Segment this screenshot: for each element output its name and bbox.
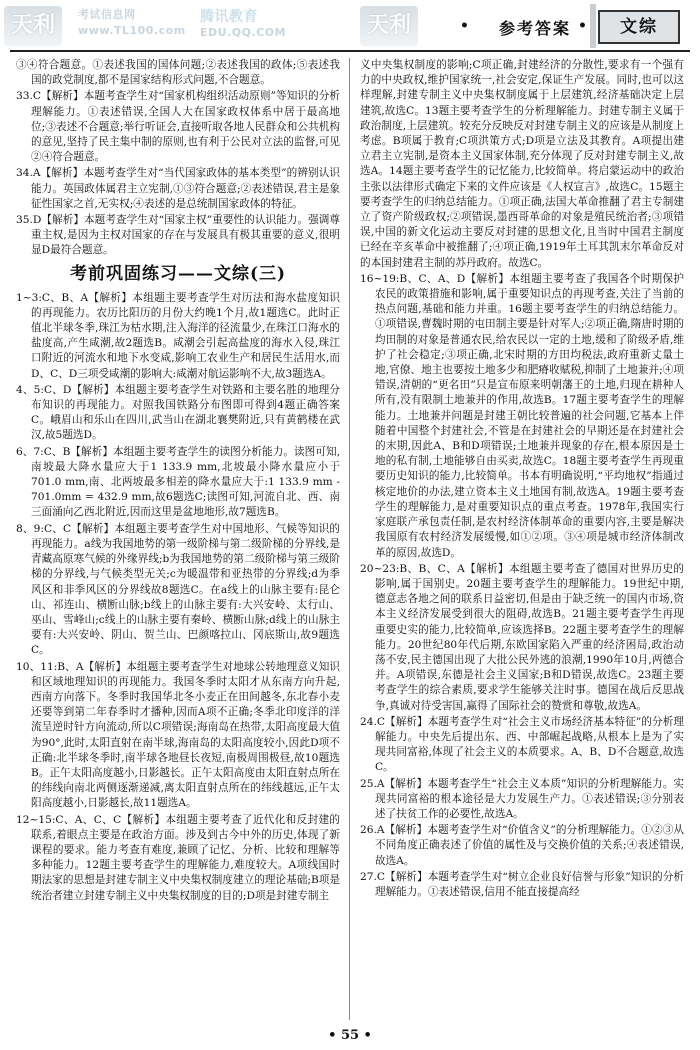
dot-icon: • (460, 18, 469, 34)
page-header (0, 0, 700, 52)
answer-paragraph: ③④符合题意。①表述我国的国体问题;②表述我国的政体;⑤表述我国的政党制度,都不是国家结构形式问题,不合题意。 (16, 59, 340, 87)
answer-paragraph: 35.D【解析】本题考查学生对“国家主权”重要性的认识能力。强调尊重主权,是因为主权对国家的存在与发展具有极其重要的意义,很明显D最符合题意。 (16, 214, 340, 257)
watermark-banner (0, 0, 470, 52)
answer-paragraph: 34.A【解析】本题考查学生对“当代国家政体的基本类型”的辨别认识能力。英国政体属君主立宪制,①③符合题意;②表述错误,君主是象征性国家之首,无实权;④表述的是总统制国家政体的特征。 (16, 167, 340, 210)
answer-paragraph: 4、5:C、D【解析】本组题主要考查学生对铁路和主要名胜的地理分布知识的再现能力。对照我国铁路分布图即可得到4题正确答案C。峨眉山和乐山在四川,武当山在湖北襄樊附近,只有黄鹤楼在武汉,故5题选D。 (16, 383, 340, 442)
answer-paragraph: 6、7:C、B【解析】本组题主要考查学生的读图分析能力。读图可知,南坡最大降水量应大于1 133.9 mm,北坡最小降水量应小于701.0 mm,南、北两坡最多相差的降水量应大于:1 133.9 mm - 701.0mm = 432.9 mm,故6题选C;读图可知,河流自北、西、南三面涌向乙西北附近,因而这里是盆地地形,故7题选B。 (16, 445, 340, 519)
logo-icon-repeat: 天利 (360, 6, 418, 46)
answer-paragraph: 26.A【解析】本题考查学生对“价值含义”的分析理解能力。①②③从不同角度正确表述了价值的属性及与交换价值的关系;④表述错误,故选A。 (360, 824, 684, 867)
answer-paragraph: 义中央集权制度的影响;C项正确,封建经济的分散性,要求有一个强有力的中央政权,维护国家统一,社会安定,保证生产发展。同时,也可以这样理解,封建专制主义中央集权制度属于上层建筑,经济基础决定上层建筑,故选C。13题主要考查学生的分析理解能力。封建专制主义属于政治制度,上层建筑。较充分反映反对封建专制主义的应该是从制度上考虑。B项属于教育;C项洪策方式;D项是立法及其教育。A项提出建立君主立宪制,是资本主义国家体制,充分体现了反对封建专制主义,故选A。14题主要考查学生的记忆能力,比较简单。将启蒙运动中的政治主张以法律形式确定下来的文件应该是《人权宣言》,故选C。15题主要考查学生的归纳总结能力。①项正确,法国大革命推翻了君主专制建立了资产阶级政权;②项错误,墨西哥革命的对象是殖民统治者;③项错误,中国的新文化运动主要反对封建的思想文化,且当时中国君主制度已经在辛亥革命中被推翻了;④项正确,1919年土耳其凯末尔革命反对的本国封建君主制的苏丹政府。故选C。 (360, 59, 684, 269)
watermark-url: www.TL100.com (78, 24, 186, 37)
right-column (360, 58, 684, 901)
dot-icon: • (578, 18, 587, 34)
partner-url: EDU.QQ.COM (200, 26, 287, 39)
subject-badge: 文综 (598, 10, 680, 44)
answer-paragraph: 1~3:C、B、A【解析】本组题主要考查学生对历法和海水盐度知识的再现能力。农历比阳历的月份大约晚1个月,故1题选C。此时正值北半球冬季,珠江为枯水期,注入海洋的径流量少,在珠江口海水的盐度高,产生咸潮,故2题选B。咸潮会引起高盐度的海水入侵,珠江口附近的河流水和地下水变咸,影响工农业生产和居民生活用水,而D、C、D三项受咸潮的影响大:咸潮对航运影响不大,故3题选A。 (16, 291, 340, 380)
watermark-text: 考试信息网 (78, 8, 136, 21)
answer-paragraph: 10、11:B、A【解析】本组题主要考查学生对地球公转地理意义知识和区域地理知识的再现能力。我国冬季时太阳才从东南方向升起,西南方向落下。冬季时我国华北冬小麦正在田间越冬,东北春小麦还要等到第二年春季时才播种,因而A项不正确;冬季北印度洋的洋流呈逆时针方向流动,所以C项错误;海南岛在热带,太阳高度最大值为90°,此时,太阳直射在南半球,海南岛的太阳高度较小,因此D项不正确:北半球冬季时,南半球各地昼长夜短,南极周围极昼,故10题选B。正午太阳高度越小,日影越长。正午太阳高度由太阳直射点所在的纬线向南北两侧逐渐递减,离太阳直射点所在的纬线越远,正午太阳高度越小,日影越长,故11题选A。 (16, 660, 340, 810)
logo-icon: 天利 (4, 6, 62, 46)
subject-tab-shadow (590, 4, 596, 48)
column-divider (349, 58, 350, 1020)
answer-paragraph: 16~19:B、C、A、D【解析】本组题主要考查了我国各个时期保护农民的政策措施和影响,属于重要知识点的再现考查,关注了当前的热点问题,基础和能力并重。16题主要考查学生的归纳总结能力。①项错误,曹魏时期的屯田制主要是针对军人;②项正确,隋唐时期的均田制的对象是普通农民,给农民以一定的土地,缓和了阶级矛盾,维护了社会稳定;③项正确,北宋时期的方田均税法,政府重新丈量土地,官僚、地主也要按土地多少和肥瘠收赋税,抑制了土地兼并;④项错误,清朝的“更名田”只是宣布原来明朝藩王的土地,归现在耕种人所有,没有限制土地兼并的作用,故选B。17题主要考查学生的理解能力。土地兼并问题是封建王朝比较普遍的社会问题,它基本上伴随着中国整个封建社会,不管是在封建社会的早期还是在封建社会的末期,因此A、B和D项错误;土地兼并现象的存在,根本原因是土地的私有制,土地能够自由买卖,故选C。18题主要考查学生再现重要历史知识的能力,比较简单。书本有明确说明,“平均地权”指通过核定地价的办法,建立资本主义土地国有制,故选A。19题主要考查学生的理解能力,是对重要知识点的重点考查。1978年,我国实行家庭联产承包责任制,是农村经济体制革命的重要内容,主要是解决我国原有农村经济发展缓慢,如①②项。③④项是城市经济体制改革的原因,故选D。 (360, 272, 684, 559)
answer-paragraph: 24.C【解析】本题考查学生对“社会主义市场经济基本特征”的分析理解能力。中央先后提出东、西、中部崛起战略,从根本上是为了实现共同富裕,体现了社会主义的本质要求。A、B、D不合题意,故选C。 (360, 715, 684, 774)
section-title: 考前巩固练习——文综(三) (69, 263, 287, 284)
page-title: 参考答案 (498, 19, 571, 38)
answer-paragraph: 12~15:C、A、C、C【解析】本组题主要考查了近代化和反封建的联系,着眼点主要是在政治方面。涉及到古今中外的历史,体现了新课程的要求。能力考查有难度,兼顾了记忆、分析、比较和理解等多种能力。12题主要考查学生的理解能力,难度较大。A项线国时期法家的思想是封建专制主义中央集权制度建立的理论基础;B项是统治者建立封建专制主义中央集权制度的目的;D项是封建专制主 (16, 813, 340, 902)
page-number: • 55 • (328, 1028, 372, 1043)
answer-paragraph: 25.A【解析】本题考查学生“社会主义本质”知识的分析理解能力。实现共同富裕的根本途径是大力发展生产力。①表述错误;③分别表述了扶贫工作的必要性,故选A。 (360, 777, 684, 820)
answer-paragraph: 33.C【解析】本题考查学生对“国家机构组织活动原则”等知识的分析理解能力。①表述错误,全国人大在国家政权体系中居于最高地位;③表述不合题意;举行听证会,直接听取各地人民群众和公共机构的意见,坚持了民主集中制的原则,也有利于公民对立法的监督,可见②④符合题意。 (16, 90, 340, 164)
partner-text: 腾讯教育 (200, 9, 258, 25)
left-column (16, 58, 340, 905)
answer-paragraph: 20~23:B、B、C、A【解析】本组题主要考查了德国对世界历史的影响,属于国别史。20题主要考查学生的理解能力。19世纪中期,德意志各地之间的联系日益密切,但是由于缺乏统一的国内市场,资本主义经济发展受到很大的阻碍,故选B。21题主要考查学生再现重要史实的能力,比较简单,应该选择B。22题主要考查学生的理解能力。20世纪80年代后期,东欧国家陷入严重的经济困局,政治动荡不安,民主德国出现了大批公民外逃的浪潮,1990年10月,两德合并。A项错误,东德是社会主义国家;B和D错误,故选C。23题主要考查学生的综合素质,要求学生能够关注时事。德国在战后反思战争,真诚对待受害国,赢得了国际社会的赞赏和尊敬,故选A。 (360, 562, 684, 712)
answer-paragraph: 8、9:C、C【解析】本组题主要考查学生对中国地形、气候等知识的再现能力。a线为我国地势的第一级阶梯与第二级阶梯的分界线,是青藏高原寒气候的外缘界线;b为我国地势的第二级阶梯与第三级阶梯的分界线,与气候类型无关;c为暖温带和亚热带的分界线;d为季风区和非季风区的分界线故8题选C。在a线上的山脉主要有:昆仑山、祁连山、横断山脉;b线上的山脉主要有:大兴安岭、太行山、巫山、雪峰山;c线上的山脉主要有秦岭、横断山脉;d线上的山脉主要有:大兴安岭、阴山、贺兰山、巴颜喀拉山、冈底斯山,故9题选C。 (16, 522, 340, 657)
header-divider (10, 50, 690, 52)
answer-paragraph: 27.C【解析】本题考查学生对“树立企业良好信誉与形象”知识的分析理解能力。①表述错误,信用不能直接提高经 (360, 870, 684, 898)
